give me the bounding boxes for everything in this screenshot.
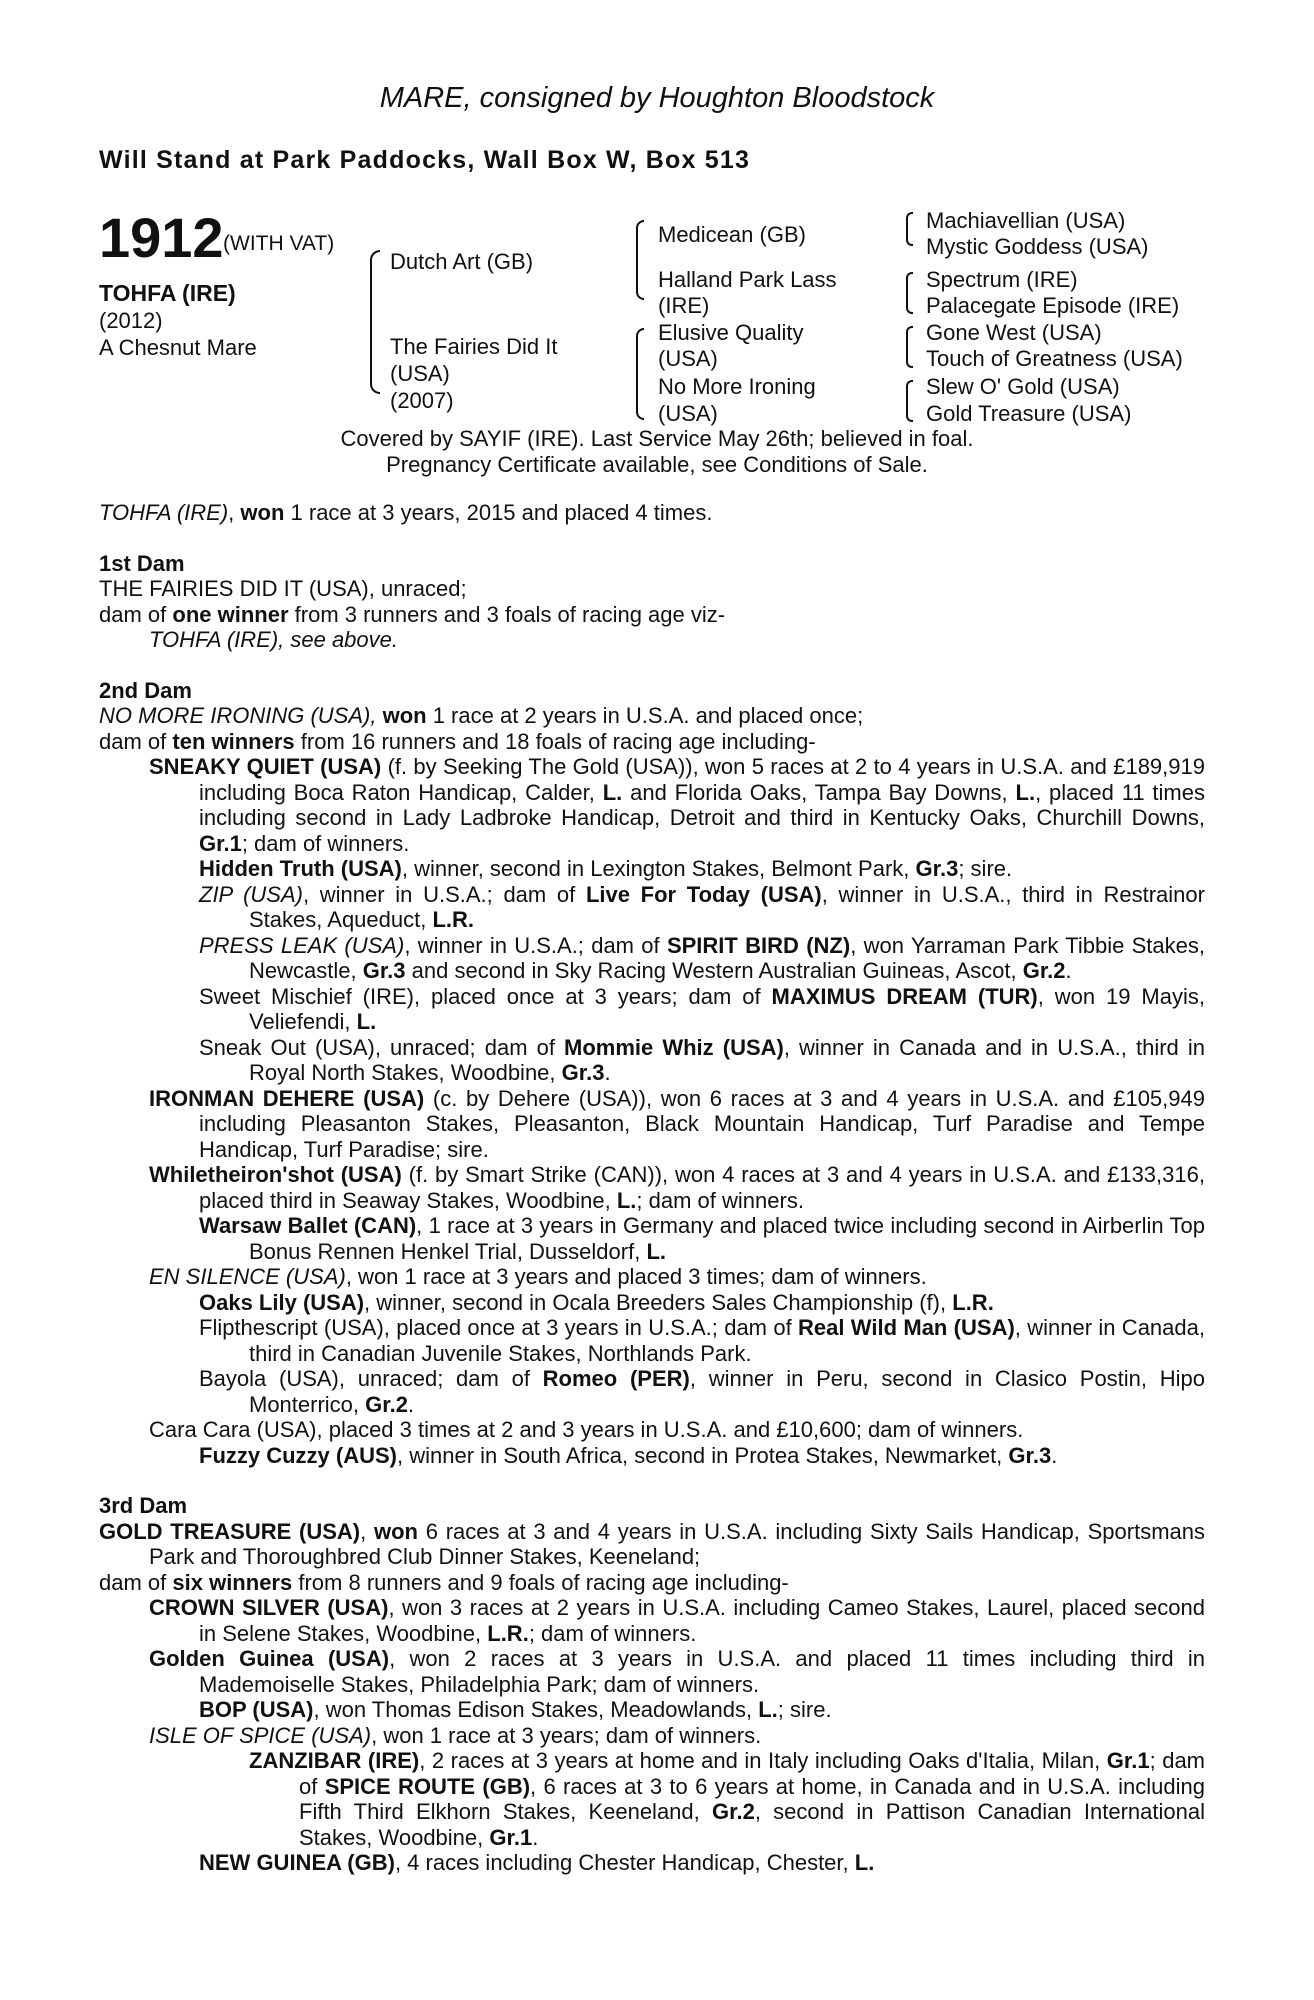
- entry-sneak-out: Sneak Out (USA), unraced; dam of Mommie Whiz (USA), winner in Canada and in U.S.A., third in Royal North Stakes, Woodbine, Gr.3.: [199, 1034, 1205, 1085]
- first-dam-foal: TOHFA (IRE), see above.: [149, 627, 399, 652]
- pedigree-brace-dam: [636, 328, 644, 420]
- pedigree-brace-sire: [636, 220, 644, 300]
- entry-warsaw-ballet: Warsaw Ballet (CAN), 1 race at 3 years in Germany and placed twice including second in Airberlin Top Bonus Rennen Henkel Trial, Dusseldorf, L.: [199, 1213, 1206, 1264]
- grandsire-2a: Elusive Quality: [658, 320, 804, 345]
- stand-location: Will Stand at Park Paddocks, Wall Box W, Box 513: [99, 146, 751, 174]
- entry-fuzzy-cuzzy: Fuzzy Cuzzy (AUS), winner in South Africa, second in Protea Stakes, Newmarket, Gr.3.: [199, 1442, 1058, 1468]
- entry-new-guinea: NEW GUINEA (GB), 4 races including Chester Handicap, Chester, L.: [199, 1850, 875, 1875]
- second-dam-produce: dam of ten winners from 16 runners and 18 foals of racing age including-: [99, 728, 816, 754]
- entry-bop: BOP (USA), won Thomas Edison Stakes, Meadowlands, L.; sire.: [199, 1697, 832, 1722]
- grandsire-1: Medicean (GB): [658, 222, 806, 247]
- second-dam-heading: 2nd Dam: [99, 677, 192, 703]
- ancestor-7: Slew O' Gold (USA): [926, 374, 1120, 399]
- pedigree-brace-1: [906, 212, 913, 246]
- granddam-1a: Halland Park Lass: [658, 267, 837, 292]
- horse-description: A Chesnut Mare: [99, 335, 257, 360]
- entry-flipthescript: Flipthescript (USA), placed once at 3 years in U.S.A.; dam of Real Wild Man (USA), winner in Canada, third in Canadian Juvenile Stakes, Northlands Park.: [199, 1315, 1205, 1366]
- entry-golden-guinea: Golden Guinea (USA), won 2 races at 3 years in U.S.A. and placed 11 times including third in Mademoiselle Stakes, Philadelphia Park; dam of winners.: [149, 1646, 1205, 1697]
- entry-crown-silver: CROWN SILVER (USA), won 3 races at 2 years in U.S.A. including Cameo Stakes, Laurel, placed second in Selene Stakes, Woodbine, L.R.; dam of winners.: [149, 1595, 1205, 1646]
- ancestor-5: Gone West (USA): [926, 320, 1102, 345]
- entry-isle-of-spice: ISLE OF SPICE (USA), won 1 race at 3 years; dam of winners.: [149, 1722, 762, 1748]
- catalogue-body: [99, 500, 1205, 1876]
- ancestor-1: Machiavellian (USA): [926, 208, 1126, 233]
- horse-name: TOHFA (IRE): [99, 280, 236, 306]
- pedigree-brace-2: [906, 272, 913, 314]
- third-dam-produce: dam of six winners from 8 runners and 9 foals of racing age including-: [99, 1569, 789, 1595]
- pedigree-brace-main: [370, 250, 380, 394]
- entry-press-leak: PRESS LEAK (USA), winner in U.S.A.; dam of SPIRIT BIRD (NZ), won Yarraman Park Tibbie Stakes, Newcastle, Gr.3 and second in Sky Racing Western Australian Guineas, Ascot, Gr.2.: [199, 932, 1206, 983]
- ancestor-4: Palacegate Episode (IRE): [926, 293, 1180, 318]
- ancestor-2: Mystic Goddess (USA): [926, 234, 1149, 259]
- pedigree-brace-4: [906, 380, 913, 422]
- dam-name-3: (2007): [390, 388, 454, 413]
- entry-ironman-dehere: IRONMAN DEHERE (USA) (c. by Dehere (USA)), won 6 races at 3 and 4 years in U.S.A. and £105,949 including Pleasanton Stakes, Pleasanton, Black Mountain Handicap, Turf Paradise and Tempe Handicap, Turf Paradise; sire.: [149, 1085, 1205, 1162]
- granddam-1b: (IRE): [658, 293, 710, 318]
- lot-number: 1912: [99, 206, 224, 269]
- granddam-2a: No More Ironing: [658, 374, 816, 399]
- entry-sweet-mischief: Sweet Mischief (IRE), placed once at 3 years; dam of MAXIMUS DREAM (TUR), won 19 Mayis, Veliefendi, L.: [199, 983, 1205, 1034]
- entry-cara-cara: Cara Cara (USA), placed 3 times at 2 and 3 years in U.S.A. and £10,600; dam of winners.: [149, 1417, 1024, 1442]
- first-dam-line: THE FAIRIES DID IT (USA), unraced;: [99, 576, 467, 601]
- third-dam-line: GOLD TREASURE (USA), won 6 races at 3 and 4 years in U.S.A. including Sixty Sails Handicap, Sportsmans Park and Thoroughbred Club Dinner Stakes, Keeneland;: [99, 1518, 1206, 1569]
- second-dam-line: NO MORE IRONING (USA), won 1 race at 2 years in U.S.A. and placed once;: [99, 703, 864, 728]
- dam-name-1: The Fairies Did It: [390, 334, 558, 359]
- entry-whiletheironshot: Whiletheiron'shot (USA) (f. by Smart Strike (CAN)), won 4 races at 3 and 4 years in U.S.A. and £133,316, placed third in Seaway Stakes, Woodbine, L.; dam of winners.: [149, 1162, 1205, 1213]
- granddam-2b: (USA): [658, 401, 718, 426]
- entry-hidden-truth: Hidden Truth (USA), winner, second in Lexington Stakes, Belmont Park, Gr.3; sire.: [199, 856, 1013, 881]
- sire-name: Dutch Art (GB): [390, 249, 534, 274]
- ancestor-3: Spectrum (IRE): [926, 267, 1078, 292]
- entry-zip: ZIP (USA), winner in U.S.A.; dam of Live For Today (USA), winner in U.S.A., third in Restrainor Stakes, Aqueduct, L.R.: [199, 881, 1205, 932]
- catalogue-heading: MARE, consigned by Houghton Bloodstock: [379, 82, 935, 114]
- third-dam-heading: 3rd Dam: [99, 1493, 188, 1518]
- intro-line: TOHFA (IRE), won 1 race at 3 years, 2015 and placed 4 times.: [99, 500, 713, 525]
- certificate-note: Pregnancy Certificate available, see Conditions of Sale.: [386, 452, 928, 477]
- first-dam-heading: 1st Dam: [99, 550, 185, 576]
- covered-note: Covered by SAYIF (IRE). Last Service May 26th; believed in foal.: [340, 426, 974, 451]
- entry-bayola: Bayola (USA), unraced; dam of Romeo (PER), winner in Peru, second in Clasico Postin, Hipo Monterrico, Gr.2.: [199, 1366, 1205, 1417]
- entry-en-silence: EN SILENCE (USA), won 1 race at 3 years and placed 3 times; dam of winners.: [149, 1264, 927, 1289]
- ancestor-6: Touch of Greatness (USA): [926, 346, 1183, 371]
- entry-oaks-lily: Oaks Lily (USA), winner, second in Ocala Breeders Sales Championship (f), L.R.: [199, 1289, 994, 1315]
- vat-note: (WITH VAT): [223, 232, 335, 255]
- dam-name-2: (USA): [390, 361, 450, 386]
- first-dam-produce: dam of one winner from 3 runners and 3 foals of racing age viz-: [99, 601, 726, 627]
- foaling-year: (2012): [99, 308, 163, 333]
- pedigree-brace-3: [906, 326, 913, 368]
- grandsire-2b: (USA): [658, 346, 718, 371]
- ancestor-8: Gold Treasure (USA): [926, 401, 1132, 426]
- entry-zanzibar: ZANZIBAR (IRE), 2 races at 3 years at home and in Italy including Oaks d'Italia, Milan, Gr.1; dam of SPICE ROUTE (GB), 6 races at 3 to 6 years at home, in Canada and in U.S.A. including Fifth Third Elkhorn Stakes, Keeneland, Gr.2, second in Pattison Canadian International Stakes, Woodbine, Gr.1.: [249, 1748, 1206, 1850]
- entry-sneaky-quiet: SNEAKY QUIET (USA) (f. by Seeking The Gold (USA)), won 5 races at 2 to 4 years in U.S.A. and £189,919 including Boca Raton Handicap, Calder, L. and Florida Oaks, Tampa Bay Downs, L., placed 11 times including second in Lady Ladbroke Handicap, Detroit and third in Kentucky Oaks, Churchill Downs, Gr.1; dam of winners.: [149, 754, 1205, 856]
